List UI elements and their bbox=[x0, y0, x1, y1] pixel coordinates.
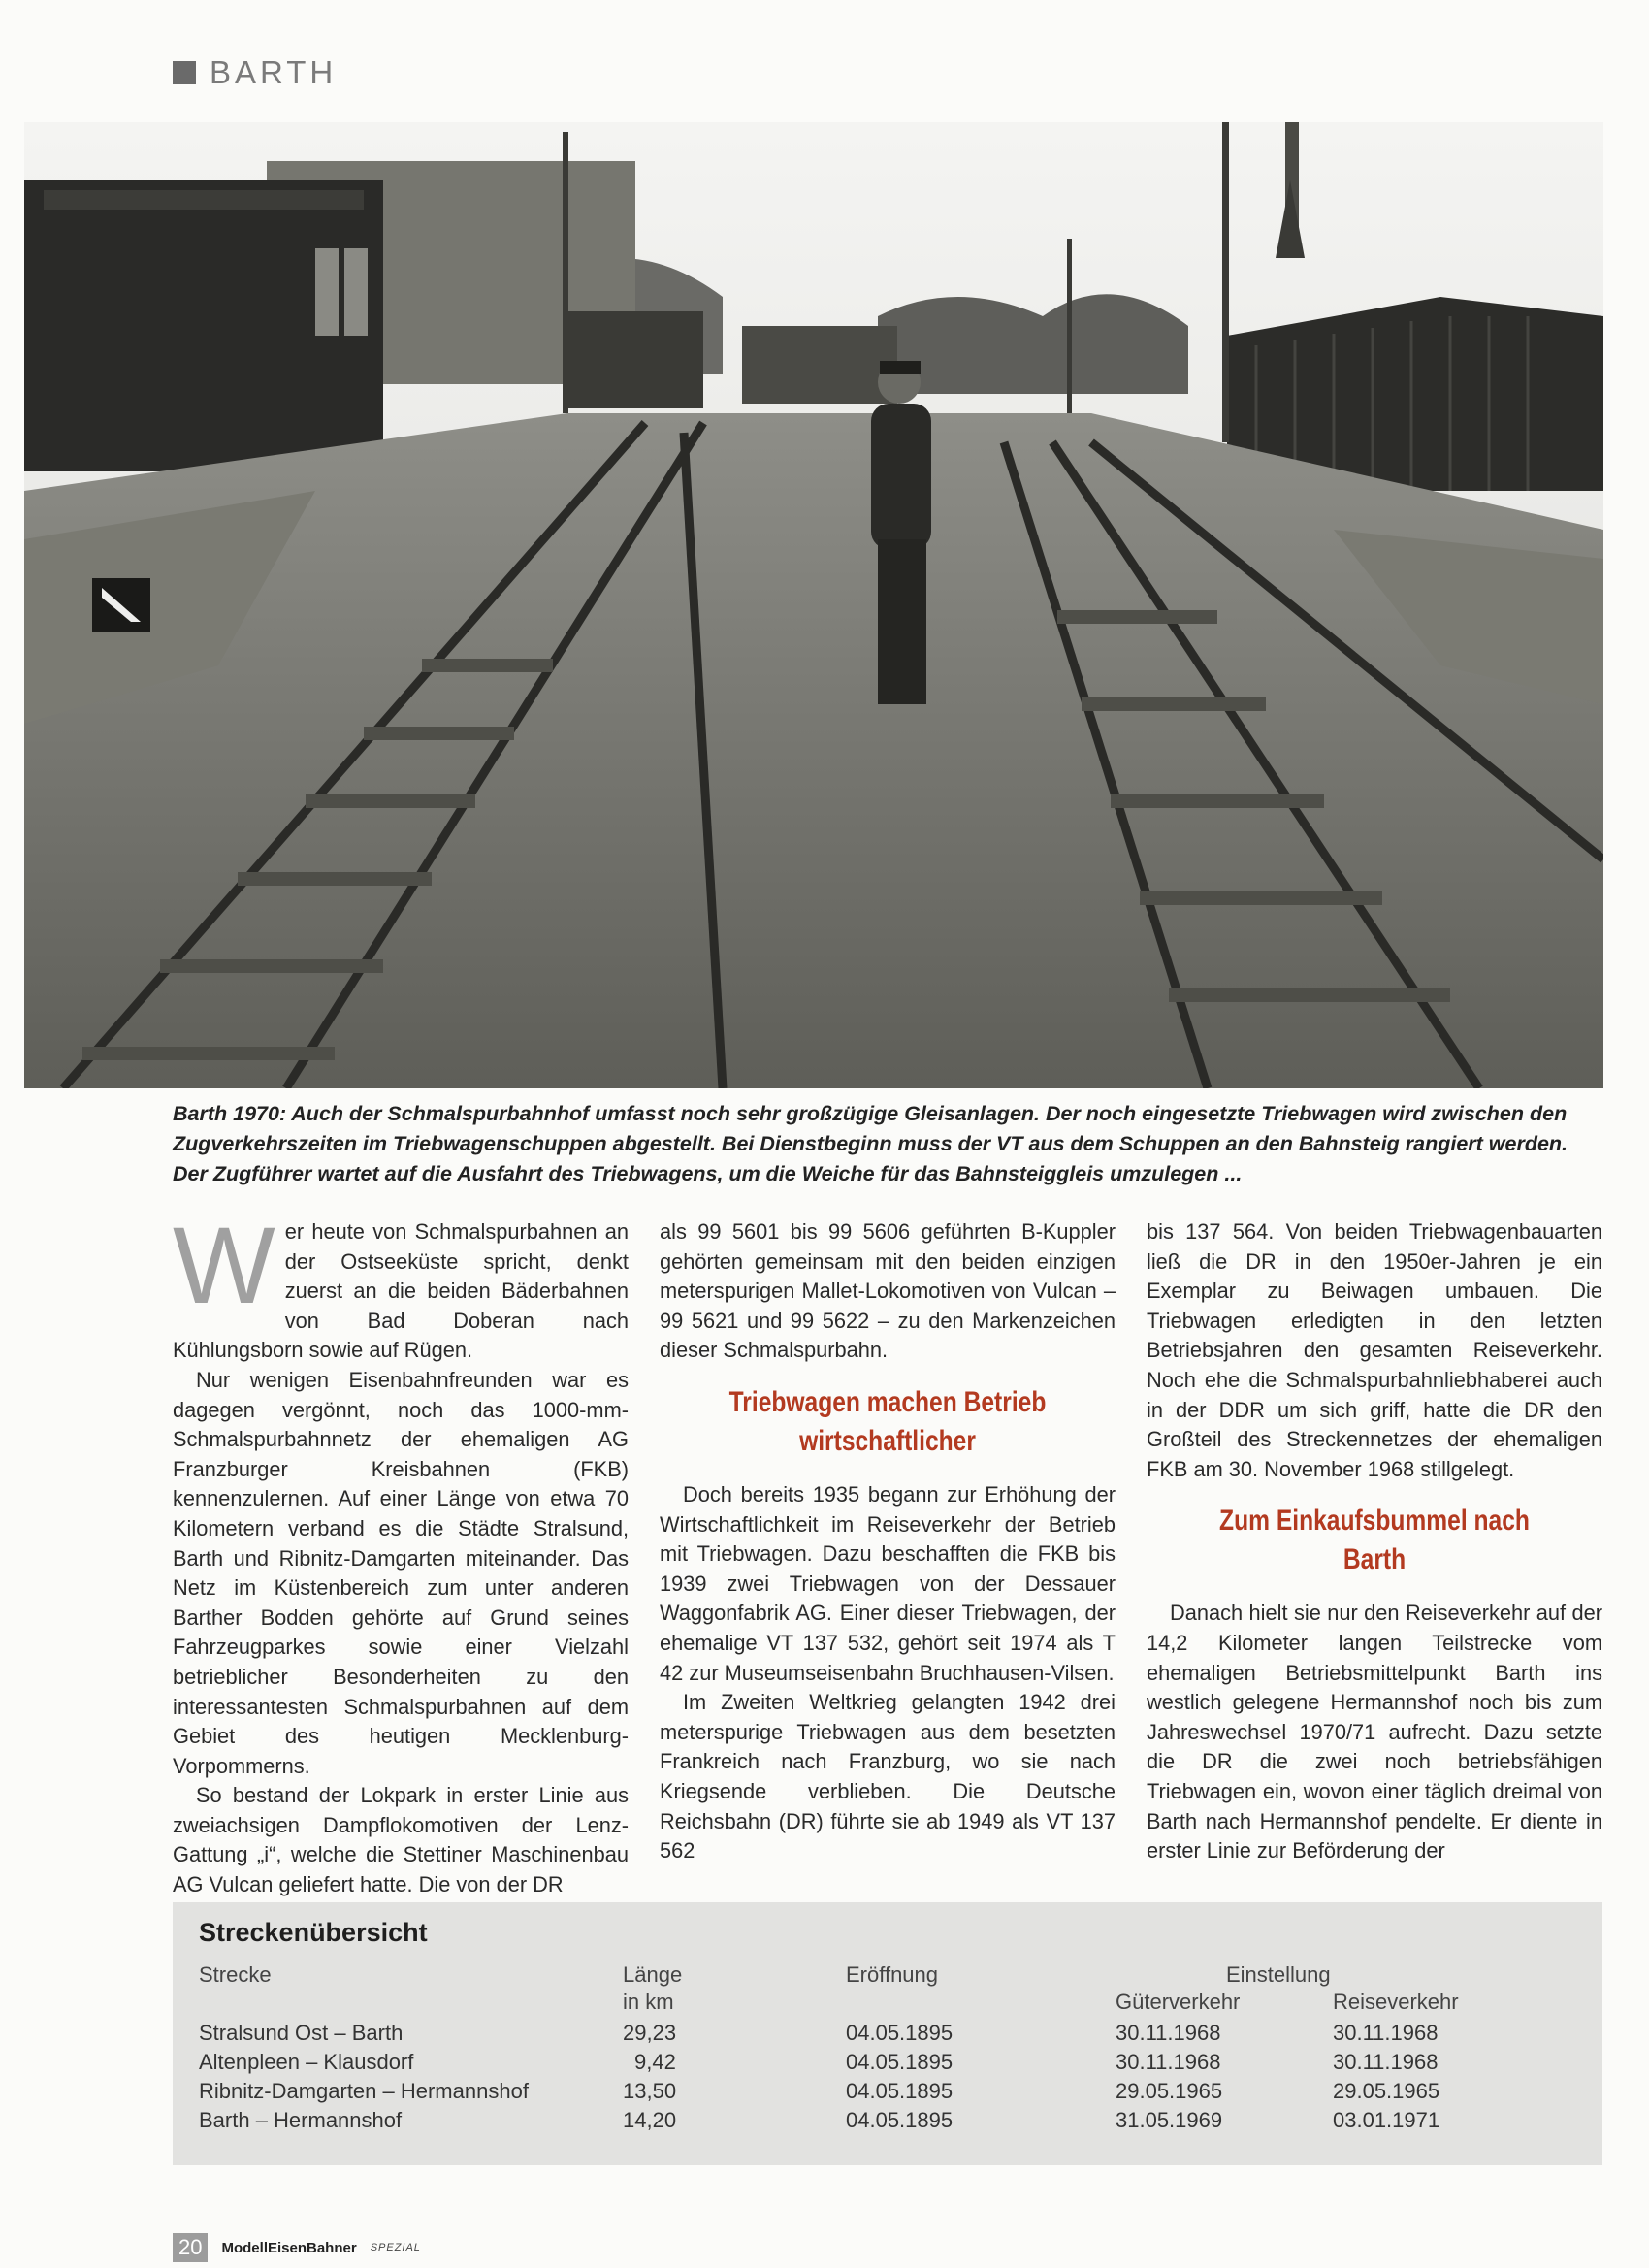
page-footer bbox=[173, 2233, 421, 2262]
table-cell: 31.05.1969 bbox=[1116, 2108, 1223, 2132]
page-number: 20 bbox=[173, 2233, 208, 2262]
table-title: Streckenübersicht bbox=[199, 1918, 428, 1947]
article-paragraph: Danach hielt sie nur den Reiseverkehr auf der 14,2 Kilometer langen Teilstrecke vom ehemaligen Betriebsmittelpunkt Barth ins westlich gelegene Hermannshof noch bis zum Jahreswechsel 1970/71 aufrecht. Dazu setzte die DR die zwei noch betriebsfähigen Triebwagen ein, wovon einer täglich dreimal von Barth nach Hermannshof pendelte. Er diente in erster Linie zur Beförderung der bbox=[1147, 1601, 1602, 1863]
magazine-edition: SPEZIAL bbox=[370, 2242, 421, 2253]
header-reiseverkehr: Reiseverkehr bbox=[1333, 1990, 1459, 2014]
table-cell: Ribnitz-Damgarten – Hermannshof bbox=[199, 2079, 529, 2103]
article-paragraph: als 99 5601 bis 99 5606 geführten B-Kuppler gehörten gemeinsam mit den beiden einzigen meterspurigen Mallet-Lokomotiven von Vulcan – 99 5621 und 99 5622 – zu den Markenzeichen dieser Schmalspurbahn. bbox=[660, 1219, 1116, 1363]
header-strecke: Strecke bbox=[199, 1962, 272, 1987]
route-overview-table bbox=[173, 1902, 1602, 2165]
table-cell: 29,23 bbox=[623, 2021, 677, 2045]
section-label: BARTH bbox=[210, 54, 338, 90]
article-column-1 bbox=[173, 1205, 629, 1900]
photo-caption: Barth 1970: Auch der Schmalspurbahnhof umfasst noch sehr großzügige Gleisanlagen. Der noch eingesetzte Triebwagen wird zwischen den Zugverkehrszeiten im Triebwagenschuppen abgestellt. Bei Dienstbeginn muss der VT aus dem Schuppen an den Bahnsteig rangiert werden. Der Zugführer wartet auf die Ausfahrt des Triebwagens, um die Weiche für das Bahnsteiggleis umzulegen ... bbox=[173, 1102, 1568, 1185]
table-cell: Altenpleen – Klausdorf bbox=[199, 2050, 414, 2074]
article-paragraph: Nur wenigen Eisenbahnfreunden war es dagegen vergönnt, noch das 1000-mm-Schmalspurbahnnetz der ehemaligen AG Franzburger Kreisbahnen (FKB) kennenzulernen. Auf einer Länge von etwa 70 Kilometern verband es die Städte Stralsund, Barth und Ribnitz-Damgarten miteinander. Das Netz im Küstenbereich zum unter anderen Barther Bodden gehörte auf Grund seines Fahrzeugparkes sowie einer Vielzahl betrieblicher Besonderheiten zu den interessantesten Schmalspurbahnen auf dem Gebiet des heutigen Mecklenburg-Vorpommerns. bbox=[173, 1367, 629, 1778]
header-laenge: Länge bbox=[623, 1962, 683, 1987]
article-paragraph: Wer heute von Schmalspurbahnen an der Ostseeküste spricht, denkt zuerst an die beiden Bäderbahnen von Bad Doberan nach Kühlungsborn sowie auf Rügen. bbox=[173, 1205, 629, 1363]
header-einstellung: Einstellung bbox=[1226, 1962, 1331, 1987]
magazine-name: ModellEisenBahner bbox=[221, 2239, 357, 2256]
article-paragraph: So bestand der Lokpark in erster Linie aus zweiachsigen Dampflokomotiven der Lenz-Gattung „i“, welche die Stettiner Maschinenbau AG Vulcan geliefert hatte. Die von der DR bbox=[173, 1783, 629, 1897]
subheading: Zum Einkaufsbummel nach Barth bbox=[1219, 1505, 1530, 1576]
article-column-2 bbox=[660, 1217, 1116, 1866]
article-paragraph: bis 137 564. Von beiden Triebwagenbauarten ließ die DR in den 1950er-Jahren je ein Exemplar zu Beiwagen umbauen. Die Triebwagen erledigten in den letzten Betriebsjahren den gesamten Reiseverkehr. Noch ehe die Schmalspurbahnliebhaberei auch in der DDR um sich griff, hatte die DR den Großteil des Streckennetzes der ehemaligen FKB am 30. November 1968 stillgelegt. bbox=[1147, 1219, 1602, 1481]
section-header bbox=[173, 54, 337, 91]
table-cell: 03.01.1971 bbox=[1333, 2108, 1440, 2132]
table-cell: 30.11.1968 bbox=[1116, 2050, 1221, 2074]
header-eroeffnung: Eröffnung bbox=[846, 1962, 939, 1987]
subheading: Triebwagen machen Betrieb wirtschaftlicher bbox=[728, 1385, 1047, 1457]
table-cell: 04.05.1895 bbox=[846, 2021, 954, 2045]
article-paragraph: Doch bereits 1935 begann zur Erhöhung der Wirtschaftlichkeit im Reiseverkehr der Betrieb mit Triebwagen. Dazu beschafften die FKB bis 1939 zwei Triebwagen von der Dessauer Waggonfabrik AG. Einer dieser Triebwagen, der ehemalige VT 137 532, gehört seit 1974 als T 42 zur Museumseisenbahn Bruchhausen-Vilsen. bbox=[660, 1481, 1116, 1685]
railway-yard-photo bbox=[24, 122, 1603, 1088]
article-column-3 bbox=[1147, 1217, 1602, 1866]
table-cell: 04.05.1895 bbox=[846, 2108, 954, 2132]
section-marker-icon bbox=[173, 61, 196, 84]
header-laenge-unit: in km bbox=[623, 1990, 674, 2014]
table-cell: 14,20 bbox=[623, 2108, 677, 2132]
table-cell: Stralsund Ost – Barth bbox=[199, 2021, 404, 2045]
table-cell: 13,50 bbox=[623, 2079, 677, 2103]
header-gueterverkehr: Güterverkehr bbox=[1116, 1990, 1241, 2014]
table-cell: 30.11.1968 bbox=[1333, 2050, 1439, 2074]
table-cell: 29.05.1965 bbox=[1116, 2079, 1223, 2103]
table-cell: 04.05.1895 bbox=[846, 2050, 954, 2074]
table-cell: 29.05.1965 bbox=[1333, 2079, 1440, 2103]
table-cell: 30.11.1968 bbox=[1333, 2021, 1439, 2045]
article-paragraph: Im Zweiten Weltkrieg gelangten 1942 drei meterspurige Triebwagen aus dem besetzten Frankreich nach Franzburg, wo sie nach Kriegsende verblieben. Die Deutsche Reichsbahn (DR) führte sie ab 1949 als VT 137 562 bbox=[660, 1690, 1116, 1863]
table-cell: 30.11.1968 bbox=[1116, 2021, 1221, 2045]
table-cell: 04.05.1895 bbox=[846, 2079, 954, 2103]
drop-cap: W bbox=[173, 1205, 275, 1326]
table-cell: 9,42 bbox=[634, 2050, 676, 2074]
table-cell: Barth – Hermannshof bbox=[199, 2108, 403, 2132]
